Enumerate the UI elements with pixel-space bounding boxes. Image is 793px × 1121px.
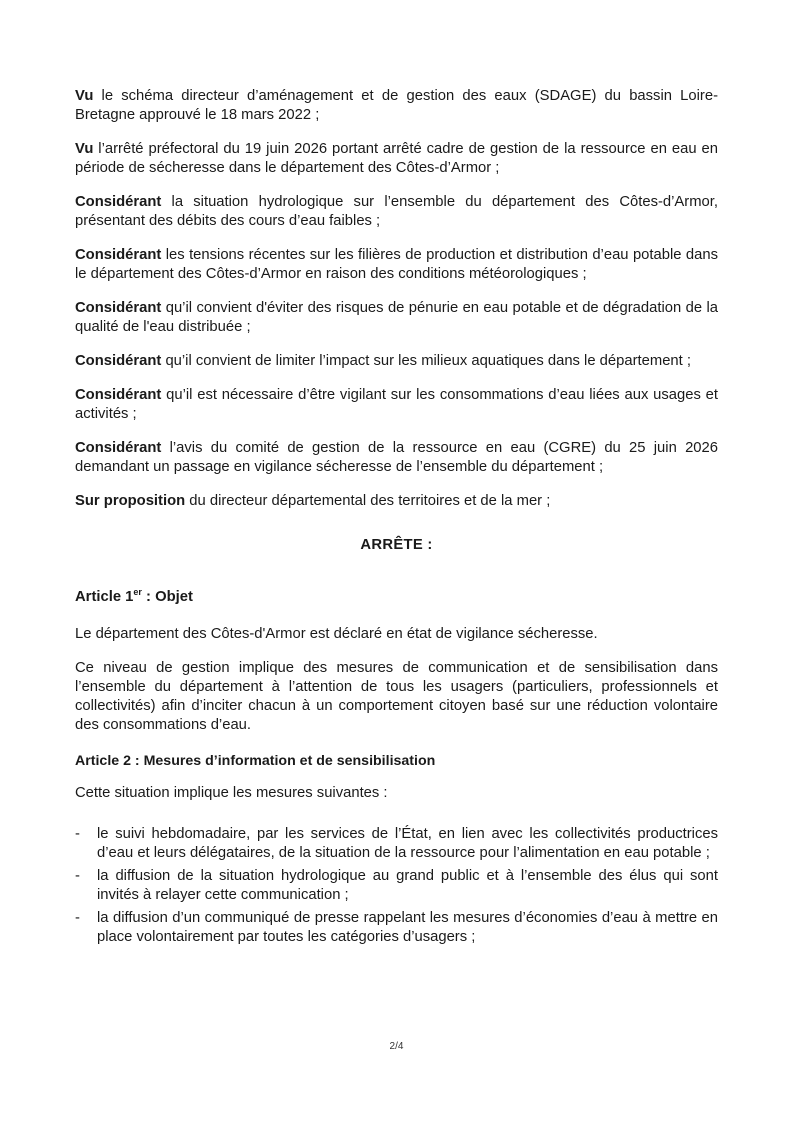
paragraph-text: qu’il est nécessaire d’être vigilant sur les consommations d’eau liées aux usages et activités ; xyxy=(75,387,718,422)
paragraph-text: l’arrêté préfectoral du 19 juin 2026 portant arrêté cadre de gestion de la ressource en eau en période de sécheresse dans le département des Côtes-d’Armor ; xyxy=(75,141,718,176)
keyword: Vu xyxy=(75,141,94,157)
keyword: Considérant xyxy=(75,387,162,403)
keyword: Sur proposition xyxy=(75,493,186,509)
sur-proposition xyxy=(75,492,718,511)
list-item xyxy=(75,867,718,905)
article-1-superscript: er xyxy=(133,587,142,597)
list-item xyxy=(75,825,718,863)
keyword: Vu xyxy=(75,88,94,104)
dash-bullet: - xyxy=(75,867,80,884)
paragraph-text: qu’il convient de limiter l’impact sur les milieux aquatiques dans le département ; xyxy=(161,353,691,369)
paragraph-text: du directeur départemental des territoires et de la mer ; xyxy=(185,493,551,509)
paragraph-text: l’avis du comité de gestion de la ressource en eau (CGRE) du 25 juin 2026 demandant un passage en vigilance sécheresse de l’ensemble du département ; xyxy=(75,440,718,475)
article-2-intro: Cette situation implique les mesures suivantes : xyxy=(75,784,388,801)
preamble-vu-sdage xyxy=(75,87,718,125)
considerant-situation xyxy=(75,193,718,231)
keyword: Considérant xyxy=(75,440,162,456)
paragraph-text: le schéma directeur d’aménagement et de gestion des eaux (SDAGE) du bassin Loire-Bretagne approuvé le 18 mars 2022 ; xyxy=(75,88,718,123)
article-1-paragraph-1: Le département des Côtes-d'Armor est déclaré en état de vigilance sécheresse. xyxy=(75,625,598,642)
considerant-tensions xyxy=(75,246,718,284)
document-body xyxy=(75,87,718,951)
list-item xyxy=(75,909,718,947)
paragraph-text: qu’il convient d'éviter des risques de pénurie en eau potable et de dégradation de la qualité de l'eau distribuée ; xyxy=(75,300,718,335)
list-item-text: la diffusion d’un communiqué de presse rappelant les mesures d’économies d’eau à mettre en place volontairement par toutes les catégories d’usagers ; xyxy=(97,909,718,945)
article-2-measures-list xyxy=(75,825,718,947)
arrete-heading: ARRÊTE : xyxy=(360,537,433,553)
considerant-milieux xyxy=(75,352,718,371)
paragraph-text: les tensions récentes sur les filières de production et distribution d’eau potable dans le département des Côtes-d’Armor en raison des conditions météorologiques ; xyxy=(75,247,718,282)
dash-bullet: - xyxy=(75,909,80,926)
considerant-cgre xyxy=(75,439,718,477)
article-2-title: Article 2 : Mesures d’information et de sensibilisation xyxy=(75,752,436,769)
article-1-suffix: : Objet xyxy=(141,588,193,605)
keyword: Considérant xyxy=(75,300,162,316)
article-1-title xyxy=(75,587,718,605)
keyword: Considérant xyxy=(75,194,162,210)
article-1-prefix: Article 1 xyxy=(75,588,134,605)
preamble-vu-arrete xyxy=(75,140,718,178)
list-item-text: le suivi hebdomadaire, par les services de l’État, en lien avec les collectivités productrices d’eau et leurs délégataires, de la situation de la ressource pour l’alimentation en eau potable ; xyxy=(97,825,718,861)
article-1-paragraph-2: Ce niveau de gestion implique des mesures de communication et de sensibilisation dans l’ensemble du département à l’attention de tous les usagers (particuliers, professionnels et collectivités) afin d’inciter chacun à un comportement citoyen basé sur une réduction volontaire des consommations d’eau. xyxy=(75,659,718,733)
list-item-text: la diffusion de la situation hydrologique au grand public et à l’ensemble des élus qui sont invités à relayer cette communication ; xyxy=(97,867,718,903)
considerant-vigilance xyxy=(75,386,718,424)
paragraph-text: la situation hydrologique sur l’ensemble du département des Côtes-d’Armor, présentant des débits des cours d’eau faibles ; xyxy=(75,194,718,229)
dash-bullet: - xyxy=(75,825,80,842)
considerant-penurie xyxy=(75,299,718,337)
keyword: Considérant xyxy=(75,247,162,263)
keyword: Considérant xyxy=(75,353,162,369)
page-number: 2/4 xyxy=(389,1041,404,1052)
